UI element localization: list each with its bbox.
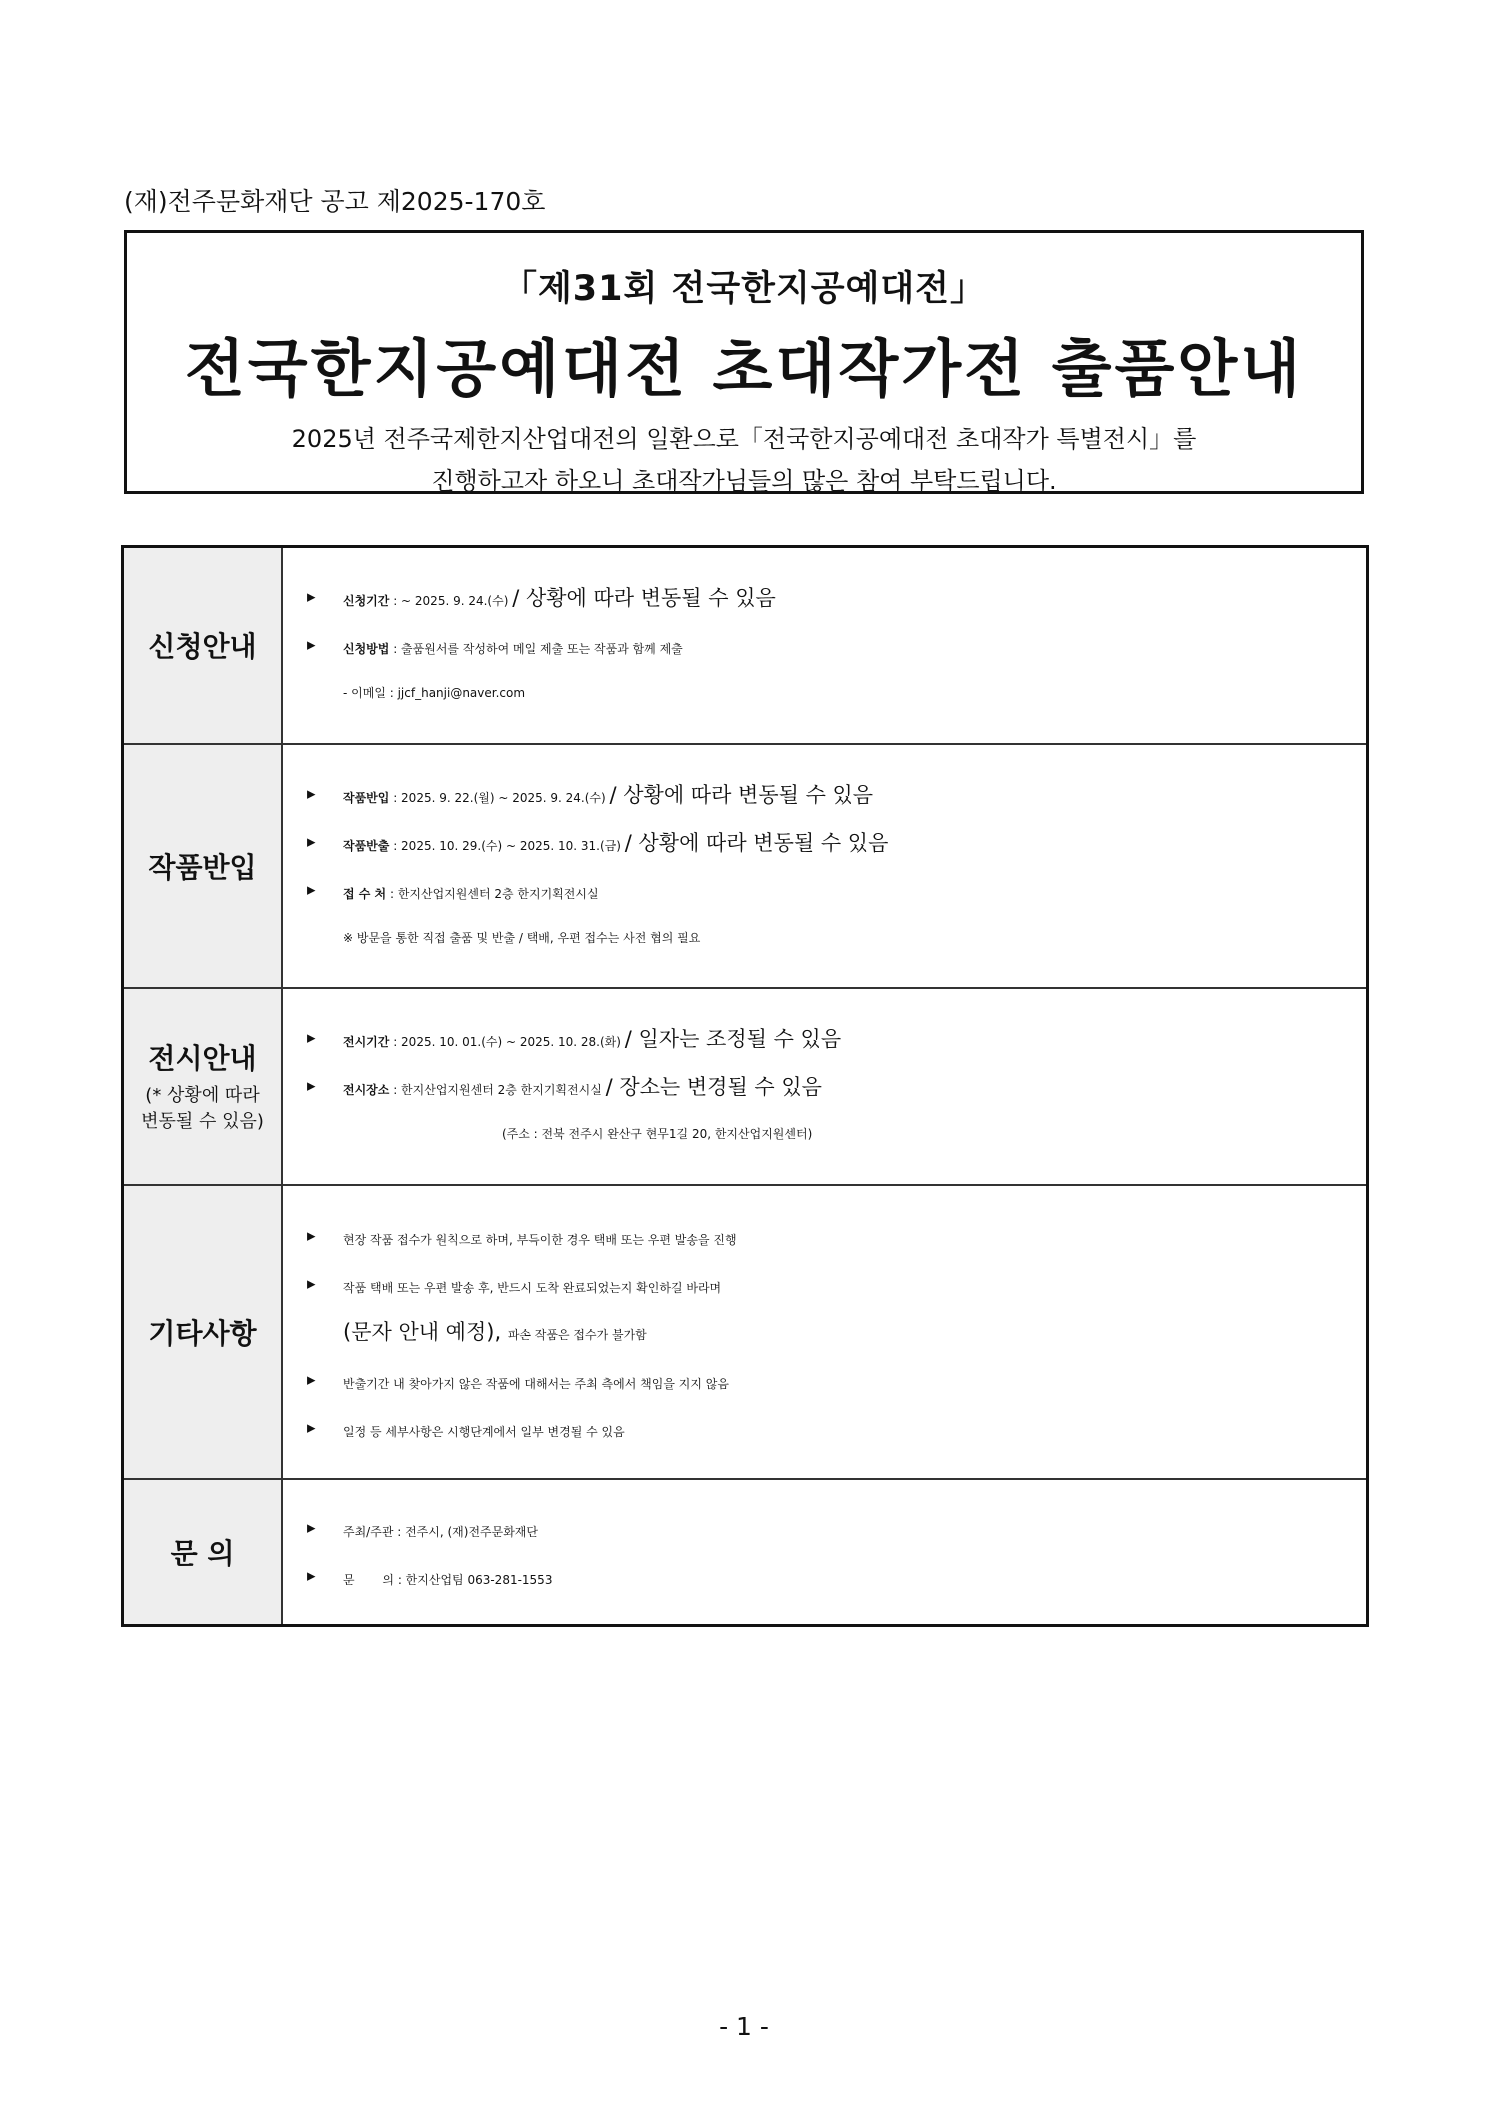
label-delivery: 작품반입 (123, 744, 283, 988)
bullet-icon: ▸ (307, 1369, 316, 1390)
bullet-icon: ▸ (307, 1273, 316, 1294)
application-period: ▸ 신청기간 : ~ 2025. 9. 24.(수) / 상황에 따라 변동될 수 있음 (307, 573, 1366, 621)
bullet-icon: ▸ (307, 879, 316, 900)
application-email: - 이메일 : jjcf_hanji@naver.com (343, 686, 526, 701)
bullet-icon: ▸ (307, 635, 316, 656)
label-exhibition (123, 988, 283, 1185)
content-etc (282, 1185, 1368, 1479)
etc-item-2: ▸ 작품 택배 또는 우편 발송 후, 반드시 도착 완료되었는지 확인하길 바라며 (307, 1260, 1366, 1308)
exhibition-address: (주소 : 전북 전주시 완산구 현무1길 20, 한지산업지원센터) (502, 1127, 813, 1141)
bullet-icon: ▸ (307, 1225, 316, 1246)
etc-item-2-cont: (문자 안내 예정), 파손 작품은 접수가 불가함 (343, 1319, 647, 1344)
intro-line-2: 진행하고자 하오니 초대작가님들의 많은 참여 부탁드립니다. (431, 467, 1057, 495)
label-exhibition-text: 전시안내 (148, 1042, 257, 1075)
row-etc (123, 1185, 1368, 1479)
intro-text (127, 418, 1361, 502)
inquiry-contact: ▸ 문 의 : 한지산업팀 063-281-1553 (307, 1552, 1366, 1600)
row-application (123, 547, 1368, 744)
intro-line-1: 2025년 전주국제한지산업대전의 일환으로「전국한지공예대전 초대작가 특별전시」를 (291, 425, 1197, 453)
delivery-in: ▸ 작품반입 : 2025. 9. 22.(월) ~ 2025. 9. 24.(수) / 상황에 따라 변동될 수 있음 (307, 770, 1366, 818)
row-inquiry (123, 1479, 1368, 1626)
row-exhibition (123, 988, 1368, 1185)
content-exhibition (282, 988, 1368, 1185)
bullet-icon: ▸ (307, 1076, 316, 1096)
label-etc: 기타사항 (123, 1185, 283, 1479)
content-delivery (282, 744, 1368, 988)
delivery-notice: ※ 방문을 통한 직접 출품 및 반출 / 택배, 우편 접수는 사전 협의 필요 (343, 930, 701, 945)
bullet-icon: ▸ (307, 783, 316, 804)
page-number: - 1 - (719, 2012, 769, 2041)
label-exhibition-note: (* 상황에 따라 변동될 수 있음) (141, 1085, 264, 1132)
application-method: ▸ 신청방법 : 출품원서를 작성하여 메일 제출 또는 작품과 함께 제출 (307, 621, 1366, 669)
bullet-icon: ▸ (307, 831, 316, 852)
bullet-icon: ▸ (307, 1565, 316, 1586)
notice-number: (재)전주문화재단 공고 제2025-170호 (124, 187, 546, 216)
label-inquiry: 문 의 (123, 1479, 283, 1626)
content-application (282, 547, 1368, 744)
label-application: 신청안내 (123, 547, 283, 744)
title-box (124, 230, 1364, 494)
page-title: 전국한지공예대전 초대작가전 출품안내 (184, 332, 1304, 405)
etc-item-1: ▸ 현장 작품 접수가 원칙으로 하며, 부득이한 경우 택배 또는 우편 발송을 진행 (307, 1212, 1366, 1260)
exhibition-period: ▸ 전시기간 : 2025. 10. 01.(수) ~ 2025. 10. 28.(화) / 일자는 조정될 수 있음 (307, 1014, 1366, 1062)
etc-item-4: ▸ 일정 등 세부사항은 시행단계에서 일부 변경될 수 있음 (307, 1404, 1366, 1452)
bullet-icon: ▸ (307, 1028, 316, 1048)
row-delivery (123, 744, 1368, 988)
etc-item-3: ▸ 반출기간 내 찾아가지 않은 작품에 대해서는 주최 측에서 책임을 지지 않음 (307, 1356, 1366, 1404)
content-inquiry (282, 1479, 1368, 1626)
info-table (121, 545, 1369, 1627)
bullet-icon: ▸ (307, 1517, 316, 1538)
bullet-icon: ▸ (307, 1417, 316, 1438)
bullet-icon: ▸ (307, 587, 316, 608)
delivery-place: ▸ 접 수 처 : 한지산업지원센터 2층 한지기획전시실 (307, 866, 1366, 914)
inquiry-host: ▸ 주최/주관 : 전주시, (재)전주문화재단 (307, 1504, 1366, 1552)
exhibition-venue: ▸ 전시장소 : 한지산업지원센터 2층 한지기획전시실 / 장소는 변경될 수 있음 (307, 1062, 1366, 1110)
delivery-out: ▸ 작품반출 : 2025. 10. 29.(수) ~ 2025. 10. 31.(금) / 상황에 따라 변동될 수 있음 (307, 818, 1366, 866)
event-subtitle: 「제31회 전국한지공예대전」 (502, 269, 986, 309)
